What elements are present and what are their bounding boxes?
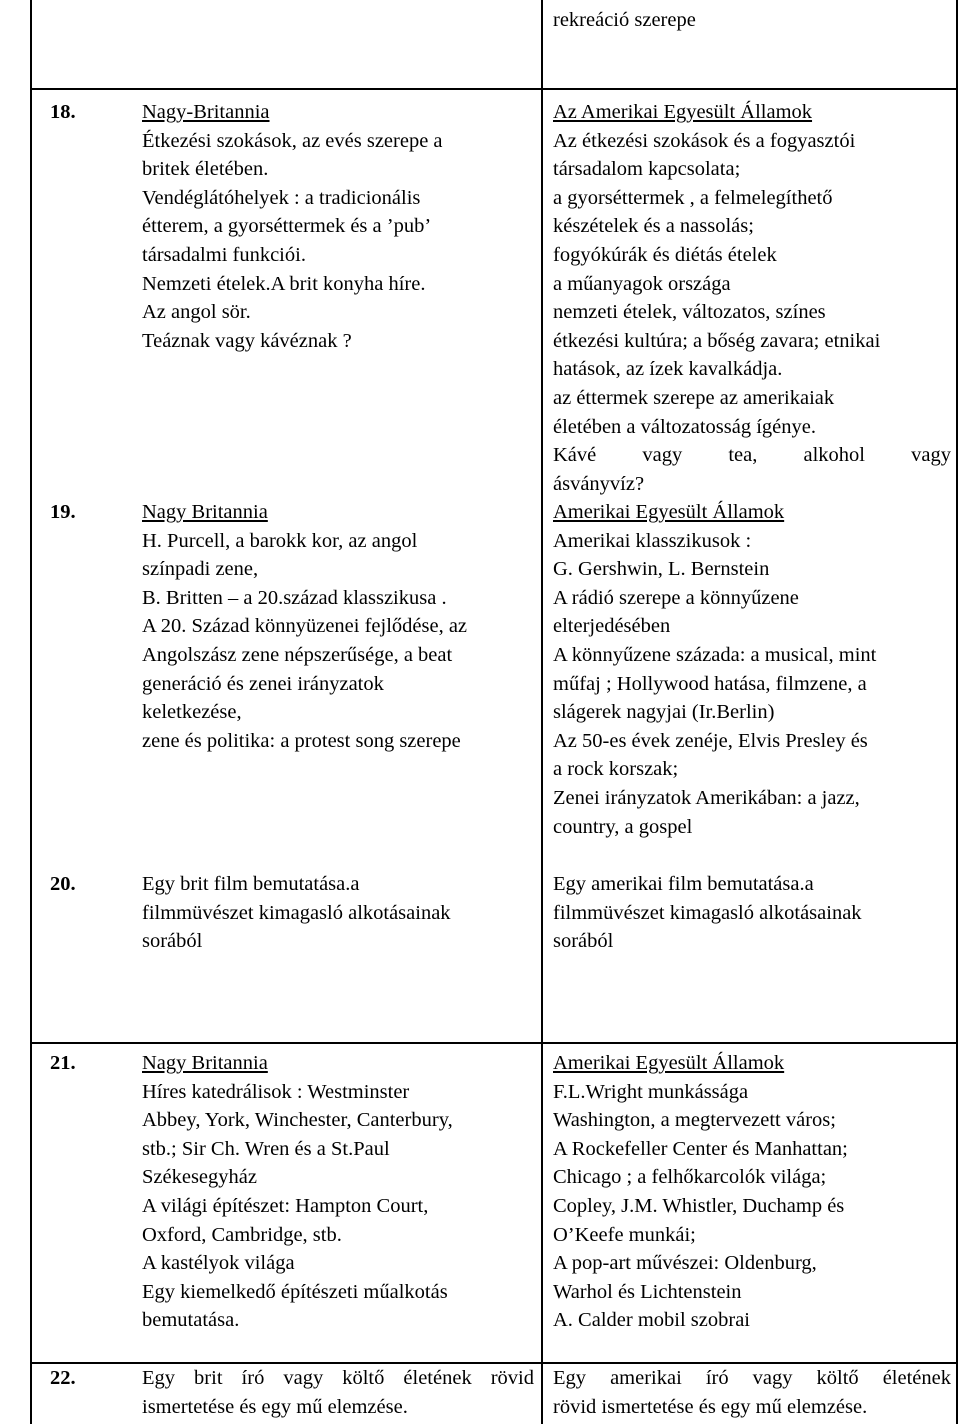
- cell-text-line: a rock korszak;: [553, 758, 679, 781]
- cell-text-line: britek életében.: [142, 158, 269, 181]
- cell-text-line: ásványvíz?: [553, 472, 645, 495]
- row-divider: [30, 1042, 958, 1044]
- table-border-mid: [541, 0, 543, 1424]
- cell-text-line: Vendéglátóhelyek : a tradicionális: [142, 186, 421, 209]
- cell-text-line: Amerikai klasszikusok :: [553, 529, 752, 552]
- table-border-left: [30, 0, 32, 1424]
- cell-text-line: színpadi zene,: [142, 558, 259, 581]
- row-number: 21.: [50, 1052, 76, 1074]
- cell-text-line: Egy brit film bemutatása.a: [142, 873, 360, 895]
- row-number: 20.: [50, 873, 76, 895]
- cell-text-line: Chicago ; a felhőkarcolók világa;: [553, 1166, 827, 1189]
- cell-text-line: életében a változatosság ígénye.: [553, 415, 816, 438]
- cell-heading: Nagy-Britannia: [142, 101, 270, 123]
- cell-text-line: Oxford, Cambridge, stb.: [142, 1223, 342, 1246]
- row-18-right-cell: [553, 98, 951, 498]
- cell-text-line: készételek és a nassolás;: [553, 215, 754, 238]
- cell-text-line: A rádió szerepe a könnyűzene: [553, 586, 799, 609]
- cell-text-line: műfaj ; Hollywood hatása, filmzene, a: [553, 672, 867, 695]
- row-number: 18.: [50, 101, 76, 123]
- cell-text-line: sorából: [142, 930, 203, 953]
- cell-text-line: Copley, J.M. Whistler, Duchamp és: [553, 1194, 845, 1217]
- cell-text-line: O’Keefe munkái;: [553, 1223, 696, 1246]
- cell-text-line: stb.; Sir Ch. Wren és a St.Paul: [142, 1137, 390, 1160]
- row-18-left-cell: [142, 98, 534, 355]
- cell-text-line: Az 50-es évek zenéje, Elvis Presley és: [553, 729, 868, 752]
- cell-heading: Az Amerikai Egyesült Államok: [553, 101, 813, 123]
- cell-text-line: rövid ismertetése és egy mű elemzése.: [553, 1395, 868, 1418]
- cell-text-line: Washington, a megtervezett város;: [553, 1109, 836, 1132]
- row-22-left-cell: [142, 1364, 534, 1421]
- cell-text-line: Híres katedrálisok : Westminster: [142, 1080, 410, 1103]
- table-border-right: [956, 0, 958, 1424]
- cell-text-line: zene és politika: a protest song szerepe: [142, 729, 461, 752]
- cell-heading: Amerikai Egyesült Államok: [553, 1052, 785, 1074]
- cell-text-line: A 20. Század könnyüzenei fejlődése, az: [142, 615, 468, 638]
- cell-text-line: sorából: [553, 930, 614, 953]
- cell-heading: Nagy Britannia: [142, 501, 268, 523]
- cell-text-line: H. Purcell, a barokk kor, az angol: [142, 529, 418, 552]
- cell-text-line: nemzeti ételek, változatos, színes: [553, 301, 826, 324]
- cell-text-line: társadalom kapcsolata;: [553, 158, 741, 181]
- row-number: 19.: [50, 501, 76, 523]
- cell-text-line: rekreáció szerepe: [553, 9, 696, 31]
- row-22-right-cell: [553, 1364, 951, 1421]
- cell-text-line: A. Calder mobil szobrai: [553, 1309, 750, 1332]
- cell-text-line: F.L.Wright munkássága: [553, 1080, 749, 1103]
- cell-text-line: keletkezése,: [142, 701, 242, 724]
- cell-text-line: hatások, az ízek kavalkádja.: [553, 358, 783, 381]
- cell-text-line: Egy kiemelkedő építészeti műalkotás: [142, 1280, 448, 1303]
- row-21-left-cell: [142, 1049, 534, 1335]
- cell-text-line: az éttermek szerepe az amerikaiak: [553, 386, 835, 409]
- cell-text-line: a műanyagok országa: [553, 272, 731, 295]
- cell-text-line: elterjedésében: [553, 615, 671, 638]
- row-19-right-cell: [553, 498, 951, 841]
- cell-text-line: slágerek nagyjai (Ir.Berlin): [553, 701, 775, 724]
- cell-text-line: Warhol és Lichtenstein: [553, 1280, 742, 1303]
- cell-text-line: Nemzeti ételek.A brit konyha híre.: [142, 272, 426, 295]
- cell-text-line: Az étkezési szokások és a fogyasztói: [553, 129, 856, 152]
- cell-text-line: A pop-art művészei: Oldenburg,: [553, 1252, 817, 1275]
- cell-text-line: fogyókúrák és diétás ételek: [553, 243, 777, 266]
- cell-text-line: Egy amerikai film bemutatása.a: [553, 873, 814, 895]
- cell-text-line: Az angol sör.: [142, 301, 251, 324]
- cell-text-line: ismertetése és egy mű elemzése.: [142, 1395, 408, 1418]
- cell-text-line: a gyorséttermek , a felmelegíthető: [553, 186, 833, 209]
- row-number: 22.: [50, 1367, 76, 1389]
- cell-heading: Amerikai Egyesült Államok: [553, 501, 785, 523]
- cell-text-line: Kávé vagy tea, alkohol vagy: [553, 444, 951, 467]
- row-19-left-cell: [142, 498, 534, 755]
- cell-text-line: Étkezési szokások, az evés szerepe a: [142, 129, 443, 152]
- cell-text-line: G. Gershwin, L. Bernstein: [553, 558, 770, 581]
- cell-text-line: generáció és zenei irányzatok: [142, 672, 384, 695]
- top-row-right-cell: [553, 6, 951, 35]
- cell-text-line: A könnyűzene százada: a musical, mint: [553, 643, 877, 666]
- cell-text-line: Egy brit író vagy költő életének rövid: [142, 1367, 534, 1389]
- row-21-right-cell: [553, 1049, 951, 1335]
- row-20-right-cell: [553, 870, 951, 956]
- cell-text-line: Székesegyház: [142, 1166, 257, 1189]
- cell-text-line: Zenei irányzatok Amerikában: a jazz,: [553, 786, 860, 809]
- cell-text-line: étkezési kultúra; a bőség zavara; etnikai: [553, 329, 881, 352]
- cell-text-line: filmmüvészet kimagasló alkotásainak: [142, 901, 451, 924]
- cell-text-line: filmmüvészet kimagasló alkotásainak: [553, 901, 862, 924]
- cell-text-line: country, a gospel: [553, 815, 693, 838]
- cell-text-line: Egy amerikai író vagy költő életének: [553, 1367, 951, 1389]
- cell-text-line: étterem, a gyorséttermek és a ’pub’: [142, 215, 432, 238]
- cell-heading: Nagy Britannia: [142, 1052, 268, 1074]
- cell-text-line: A kastélyok világa: [142, 1252, 295, 1275]
- row-divider: [30, 88, 958, 90]
- cell-text-line: társadalmi funkciói.: [142, 243, 306, 266]
- cell-text-line: Angolszász zene népszerűsége, a beat: [142, 643, 453, 666]
- cell-text-line: Abbey, York, Winchester, Canterbury,: [142, 1109, 453, 1132]
- cell-text-line: A világi építészet: Hampton Court,: [142, 1194, 429, 1217]
- cell-text-line: Teáznak vagy kávéznak ?: [142, 329, 352, 352]
- cell-text-line: A Rockefeller Center és Manhattan;: [553, 1137, 848, 1160]
- row-20-left-cell: [142, 870, 534, 956]
- cell-text-line: bemutatása.: [142, 1309, 240, 1332]
- cell-text-line: B. Britten – a 20.század klasszikusa .: [142, 586, 447, 609]
